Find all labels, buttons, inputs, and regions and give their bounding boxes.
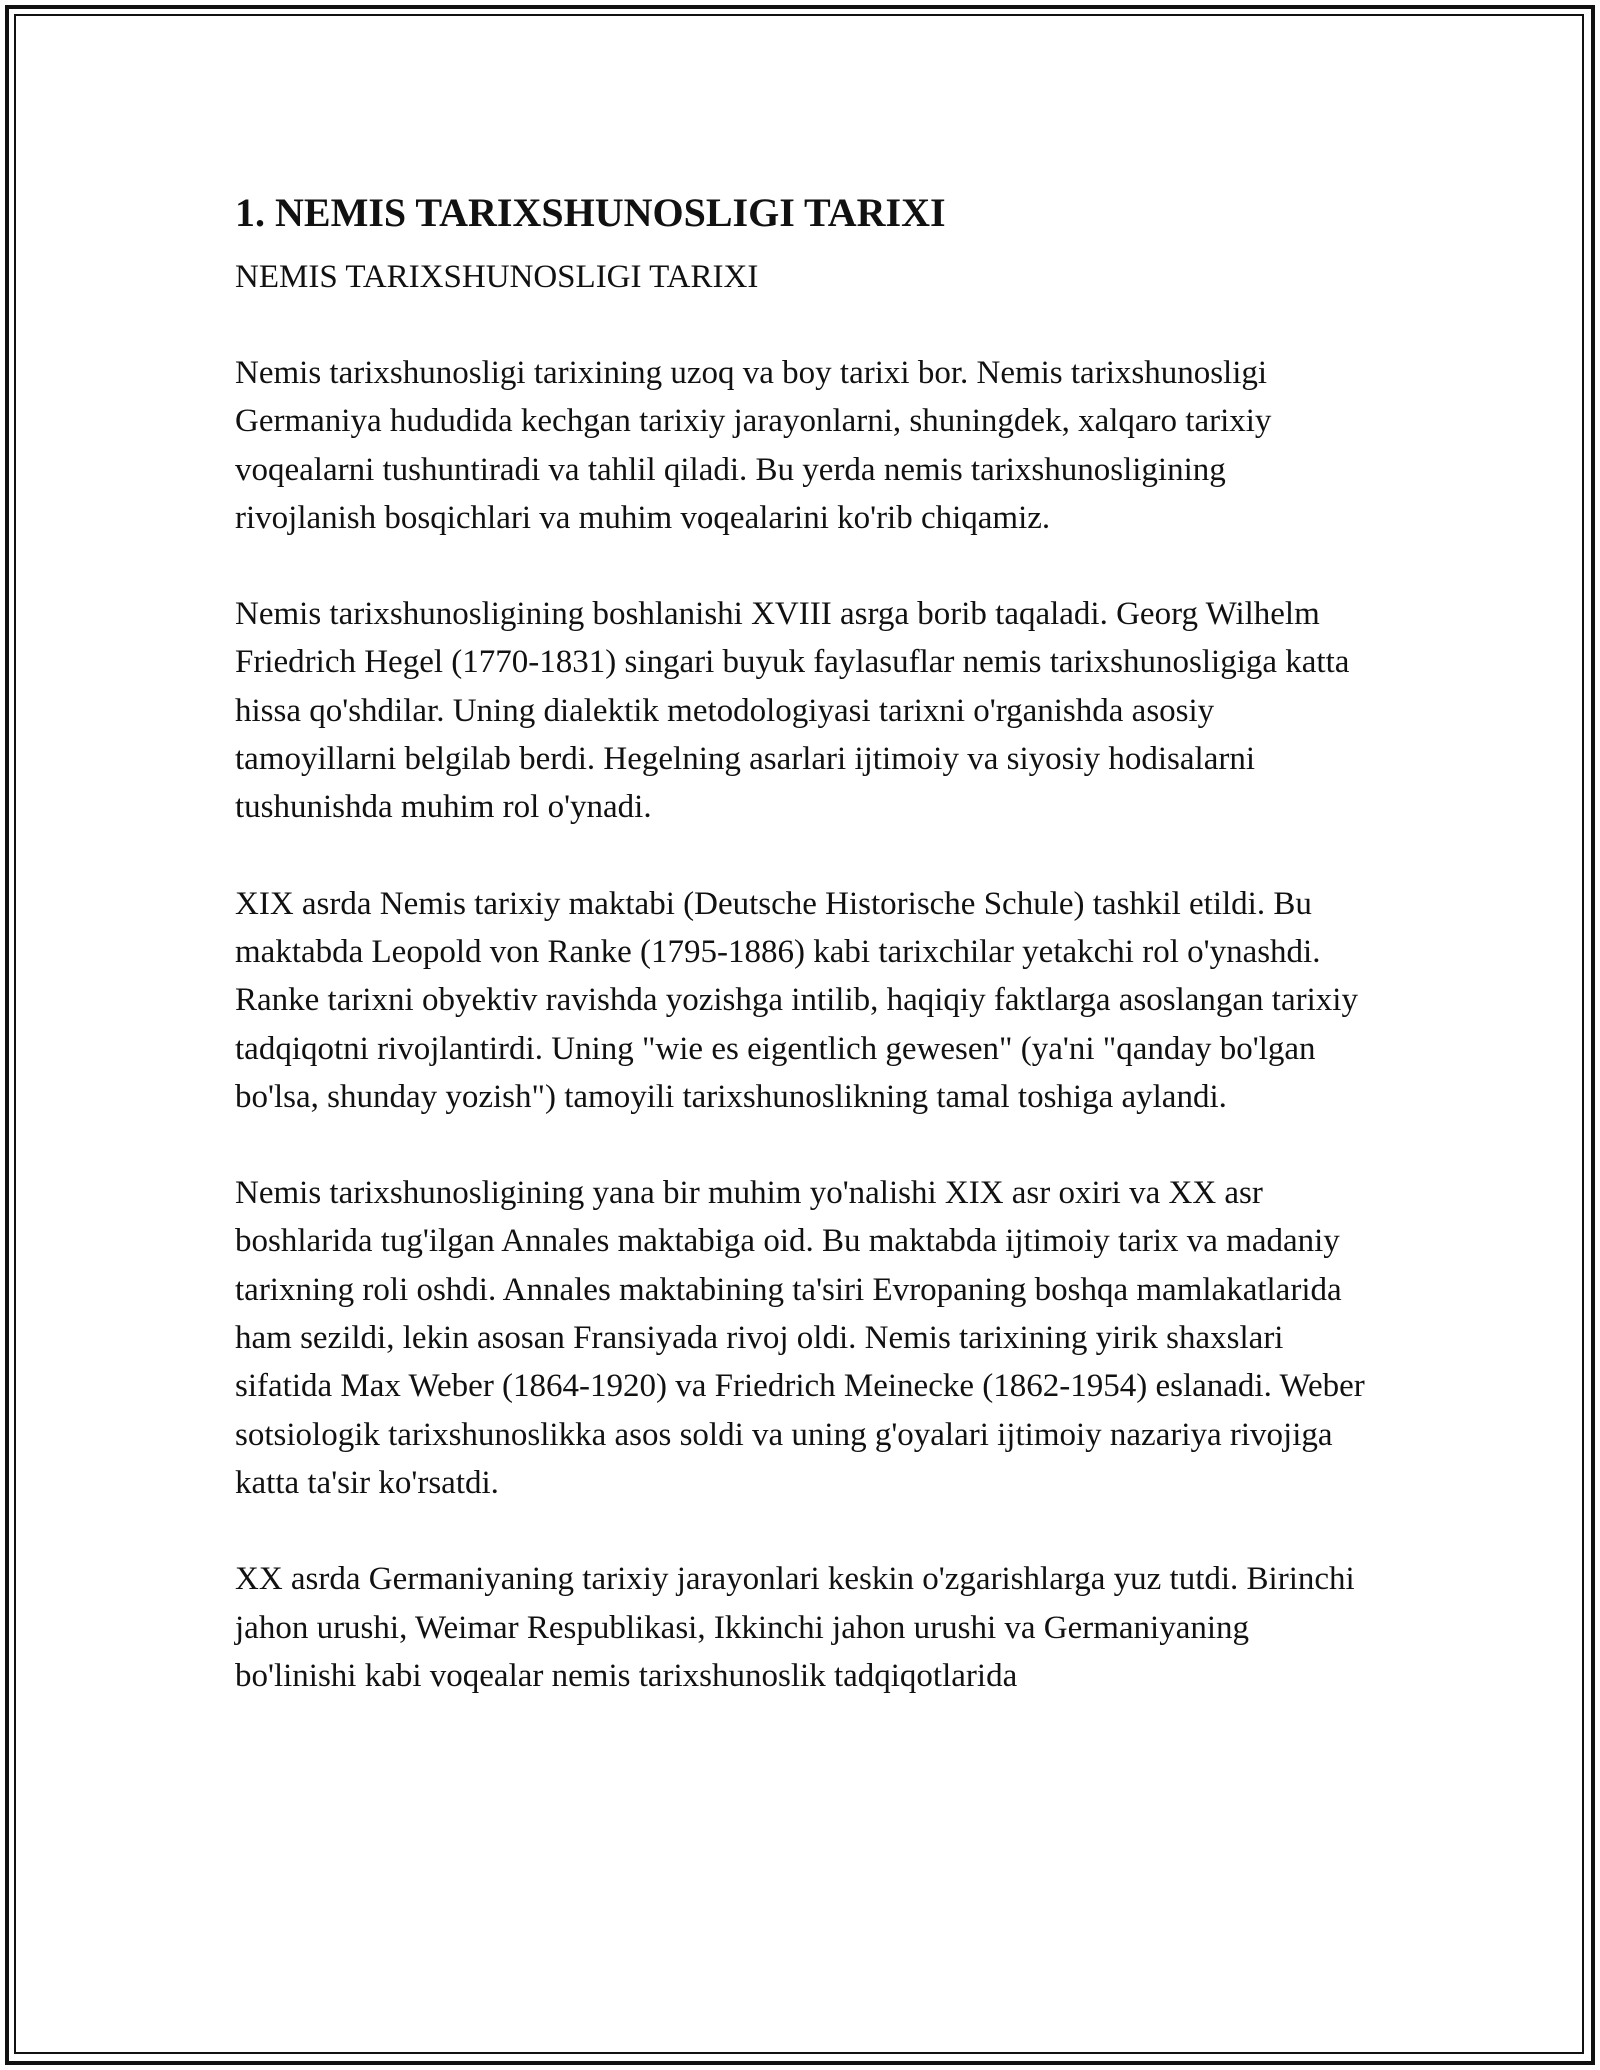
paragraph-3: XIX asrda Nemis tarixiy maktabi (Deutsche Historische Schule) tashkil etildi. Bu maktabda Leopold von Ranke (1795-1886) kabi tarixchilar yetakchi rol o'ynashdi. Ranke tarixni obyektiv ravishda yozishga intilib, haqiqiy faktlarga asoslangan tarixiy tadqiqotni rivojlantirdi. Uning "wie es eigentlich gewesen" (ya'ni "qanday bo'lgan bo'lsa, shunday yozish") tamoyili tarixshunoslikning tamal toshiga aylandi. bbox=[235, 885, 1358, 1115]
paragraph-4: Nemis tarixshunosligining yana bir muhim yo'nalishi XIX asr oxiri va XX asr boshlarida tug'ilgan Annales maktabiga oid. Bu maktabda ijtimoiy tarix va madaniy tarixning roli oshdi. Annales maktabining ta'siri Evropaning boshqa mamlakatlarida ham sezildi, lekin asosan Fransiyada rivoj oldi. Nemis tarixining yirik shaxslari sifatida Max Weber (1864-1920) va Friedrich Meinecke (1862-1954) eslanadi. Weber sotsiologik tarixshunoslikka asos soldi va uning g'oyalari ijtimoiy nazariya rivojiga katta ta'sir ko'rsatdi. bbox=[235, 1175, 1365, 1501]
document-title: 1. NEMIS TARIXSHUNOSLIGI TARIXI bbox=[235, 190, 946, 235]
document-subtitle: NEMIS TARIXSHUNOSLIGI TARIXI bbox=[235, 259, 759, 295]
paragraph-1: Nemis tarixshunosligi tarixining uzoq va boy tarixi bor. Nemis tarixshunosligi Germaniya hududida kechgan tarixiy jarayonlarni, shuningdek, xalqaro tarixiy voqealarni tushuntiradi va tahlil qiladi. Bu yerda nemis tarixshunosligining rivojlanish bosqichlari va muhim voqealarini ko'rib chiqamiz. bbox=[235, 355, 1272, 536]
paragraph-2: Nemis tarixshunosligining boshlanishi XVIII asrga borib taqaladi. Georg Wilhelm Friedrich Hegel (1770-1831) singari buyuk faylasuflar nemis tarixshunosligiga katta hissa qo'shdilar. Uning dialektik metodologiyasi tarixni o'rganishda asosiy tamoyillarni belgilab berdi. Hegelning asarlari ijtimoiy va siyosiy hodisalarni tushunishda muhim rol o'ynadi. bbox=[235, 596, 1350, 826]
paragraph-5: XX asrda Germaniyaning tarixiy jarayonlari keskin o'zgarishlarga yuz tutdi. Birinchi jahon urushi, Weimar Respublikasi, Ikkinchi jahon urushi va Germaniyaning bo'linishi kabi voqealar nemis tarixshunoslik tadqiqotlarida bbox=[235, 1561, 1355, 1694]
document-body bbox=[235, 185, 1375, 1748]
